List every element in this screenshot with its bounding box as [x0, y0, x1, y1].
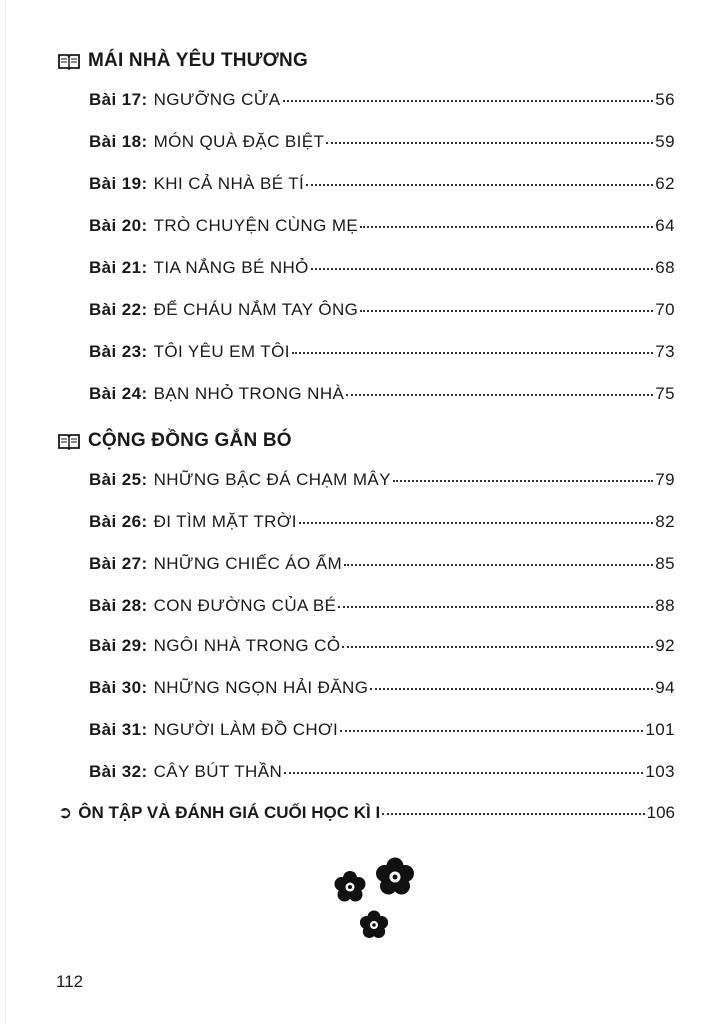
lesson-title: NGƯỜI LÀM ĐỒ CHƠI	[153, 720, 339, 739]
toc-row-bai-18[interactable]	[89, 132, 675, 160]
lesson-number: Bài 30:	[89, 678, 148, 697]
page-number: 64	[655, 216, 675, 235]
page-number: 73	[655, 342, 675, 361]
open-book-icon	[58, 432, 80, 450]
dot-leader	[346, 394, 653, 396]
lesson-title: ĐỂ CHÁU NẮM TAY ÔNG	[153, 300, 359, 319]
toc-row-bai-26[interactable]	[89, 512, 675, 540]
section-title: MÁI NHÀ YÊU THƯƠNG	[88, 50, 308, 71]
dot-leader	[382, 813, 644, 815]
page-number: 94	[655, 678, 675, 697]
lesson-number: Bài 25:	[89, 470, 148, 489]
lesson-title: KHI CẢ NHÀ BÉ TÍ	[153, 174, 305, 193]
toc-row-bai-20[interactable]	[89, 216, 675, 244]
toc-row-bai-29[interactable]	[89, 636, 675, 664]
lesson-number: Bài 28:	[89, 596, 148, 615]
dot-leader	[338, 606, 653, 608]
page-number: 106	[646, 803, 675, 822]
toc-row-bai-22[interactable]	[89, 300, 675, 328]
section-heading-mai-nha	[58, 46, 308, 76]
flower-icon	[360, 911, 388, 939]
dot-leader	[292, 352, 653, 354]
dot-leader	[283, 100, 654, 102]
dot-leader	[306, 184, 653, 186]
footer-page-number: 112	[56, 972, 84, 991]
page-number: 59	[655, 132, 675, 151]
toc-row-bai-28[interactable]	[89, 596, 675, 624]
toc-row-bai-21[interactable]	[89, 258, 675, 286]
toc-row-bai-27[interactable]	[89, 554, 675, 582]
page-number: 75	[655, 384, 675, 403]
toc-row-bai-24[interactable]	[89, 384, 675, 412]
lesson-title: CÂY BÚT THẦN	[153, 762, 283, 781]
page-number: 92	[655, 636, 675, 655]
section-heading-cong-dong	[58, 426, 292, 456]
lesson-title: MÓN QUÀ ĐẶC BIỆT	[153, 132, 325, 151]
lesson-title: NGÔI NHÀ TRONG CỎ	[153, 636, 341, 655]
lesson-number: Bài 27:	[89, 554, 148, 573]
lesson-number: Bài 23:	[89, 342, 148, 361]
lesson-number: Bài 31:	[89, 720, 148, 739]
lesson-title: NGƯỠNG CỬA	[153, 90, 281, 109]
lesson-title: NHỮNG NGỌN HẢI ĐĂNG	[153, 678, 369, 697]
open-book-icon	[58, 52, 80, 70]
lesson-title: TRÒ CHUYỆN CÙNG MẸ	[153, 216, 359, 235]
dot-leader	[342, 646, 653, 648]
toc-row-bai-31[interactable]	[89, 720, 675, 748]
dot-leader	[393, 480, 653, 482]
page-number: 101	[645, 720, 675, 739]
dot-leader	[340, 730, 643, 732]
flower-icon	[335, 871, 366, 902]
dot-leader	[284, 772, 643, 774]
lesson-title: ĐI TÌM MẶT TRỜI	[153, 512, 297, 531]
page-number: 103	[645, 762, 675, 781]
lesson-title: NHỮNG BẬC ĐÁ CHẠM MÂY	[153, 470, 391, 489]
page-number: 68	[655, 258, 675, 277]
page-number: 56	[655, 90, 675, 109]
page-number: 82	[655, 512, 675, 531]
toc-row-bai-17[interactable]	[89, 90, 675, 118]
lesson-number: Bài 26:	[89, 512, 148, 531]
toc-row-bai-19[interactable]	[89, 174, 675, 202]
dot-leader	[360, 310, 653, 312]
lesson-title: CON ĐƯỜNG CỦA BÉ	[153, 596, 337, 615]
dot-leader	[299, 522, 653, 524]
flower-icon	[376, 858, 414, 895]
page-edge	[5, 0, 6, 1024]
section-title: CỘNG ĐỒNG GẮN BÓ	[88, 430, 292, 451]
lesson-title: TIA NẮNG BÉ NHỎ	[153, 258, 309, 277]
arrow-right-icon: ➲	[58, 803, 73, 822]
lesson-number: Bài 17:	[89, 90, 148, 109]
page-number: 88	[655, 596, 675, 615]
page-number: 70	[655, 300, 675, 319]
lesson-title: TÔI YÊU EM TÔI	[153, 342, 290, 361]
toc-row-bai-23[interactable]	[89, 342, 675, 370]
lesson-number: Bài 18:	[89, 132, 148, 151]
flower-decoration	[328, 855, 423, 945]
lesson-number: Bài 19:	[89, 174, 148, 193]
lesson-number: Bài 32:	[89, 762, 148, 781]
lesson-number: Bài 21:	[89, 258, 148, 277]
lesson-title: BẠN NHỎ TRONG NHÀ	[153, 384, 345, 403]
dot-leader	[311, 268, 653, 270]
lesson-number: Bài 22:	[89, 300, 148, 319]
dot-leader	[326, 142, 653, 144]
lesson-number: Bài 29:	[89, 636, 148, 655]
dot-leader	[344, 564, 653, 566]
toc-row-bai-32[interactable]	[89, 762, 675, 790]
lesson-number: Bài 20:	[89, 216, 148, 235]
toc-row-review[interactable]	[58, 803, 675, 831]
page-number: 62	[655, 174, 675, 193]
dot-leader	[370, 688, 653, 690]
dot-leader	[360, 226, 653, 228]
page-number: 85	[655, 554, 675, 573]
review-title: ÔN TẬP VÀ ĐÁNH GIÁ CUỐI HỌC KÌ I	[78, 803, 381, 822]
toc-row-bai-25[interactable]	[89, 470, 675, 498]
lesson-number: Bài 24:	[89, 384, 148, 403]
lesson-title: NHỮNG CHIẾC ÁO ẤM	[153, 554, 343, 573]
toc-row-bai-30[interactable]	[89, 678, 675, 706]
page-number: 79	[655, 470, 675, 489]
